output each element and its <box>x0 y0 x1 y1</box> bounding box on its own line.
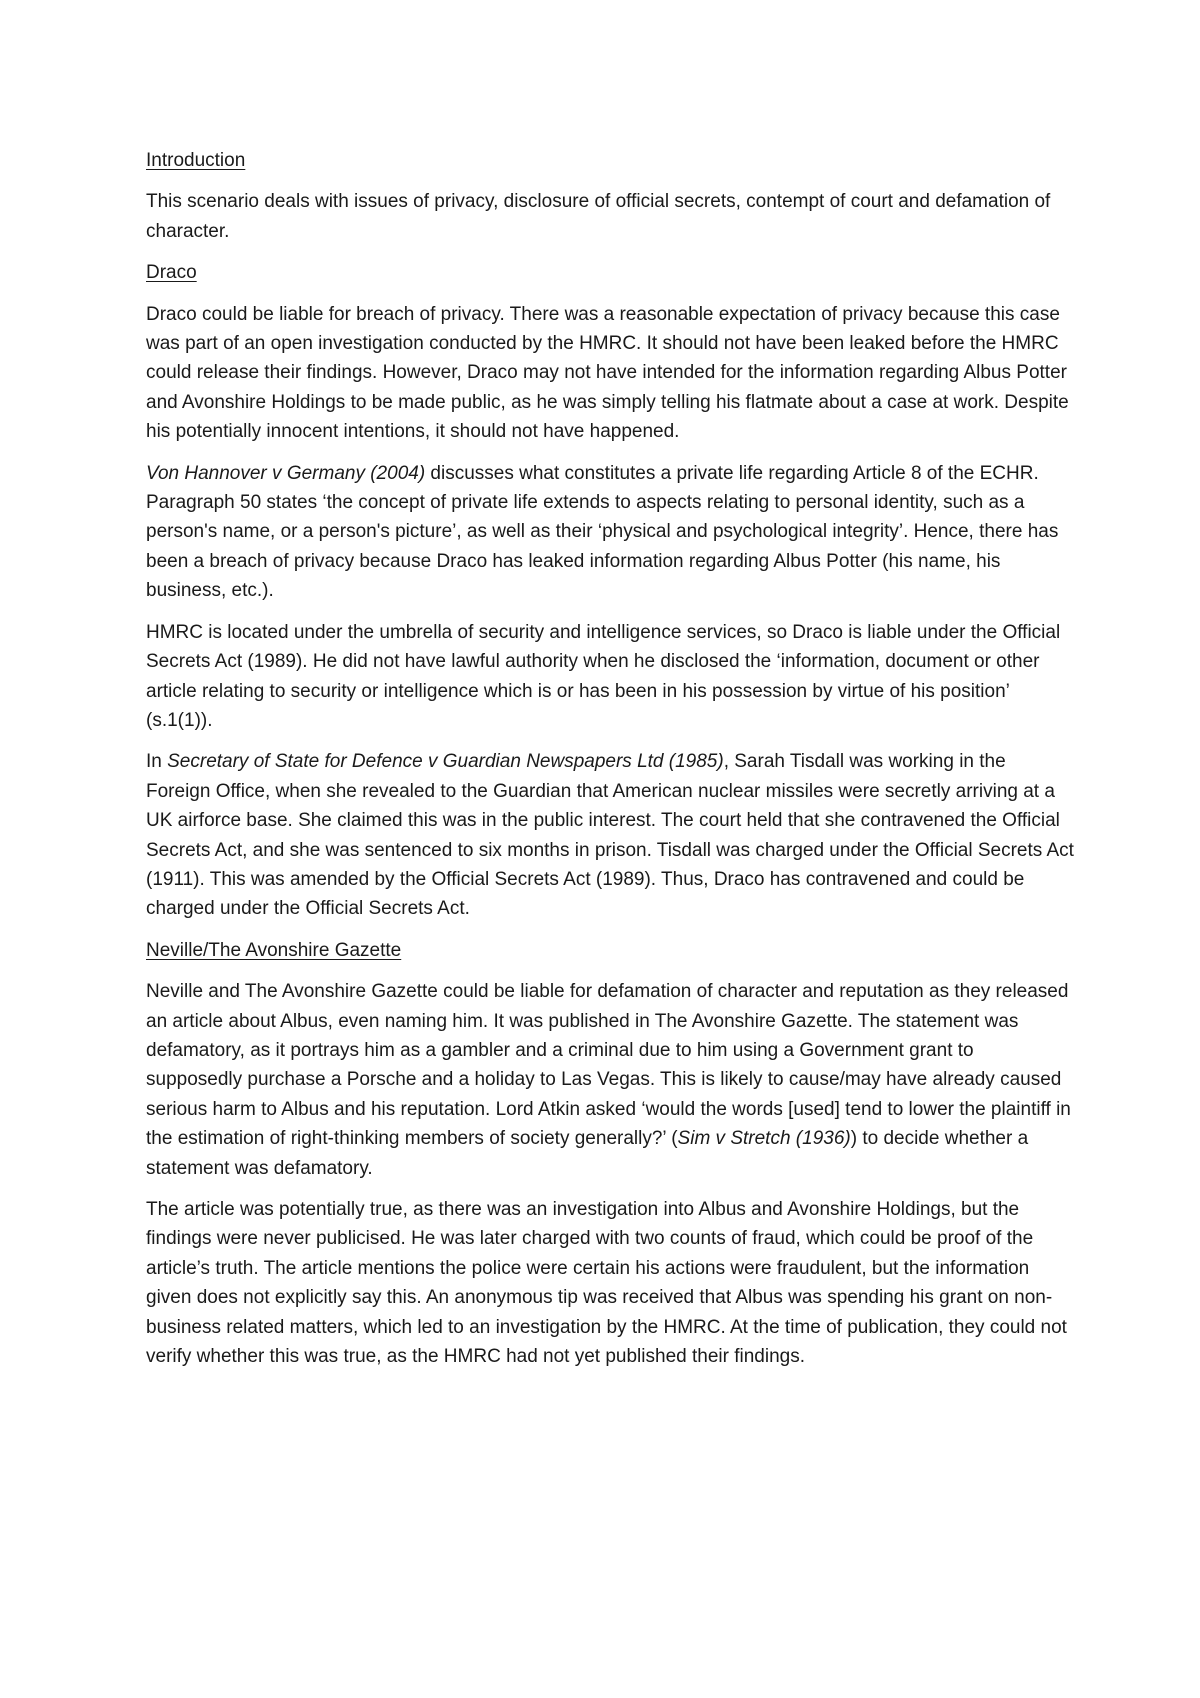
document-body <box>146 146 1074 1383</box>
paragraph-intro: This scenario deals with issues of privacy, disclosure of official secrets, contempt of court and defamation of character. <box>146 191 1051 242</box>
heading-neville: Neville/The Avonshire Gazette <box>146 939 402 961</box>
paragraph-draco-4-lead: In <box>146 751 168 773</box>
paragraph-neville-1 <box>146 977 1074 1183</box>
paragraph-draco-1: Draco could be liable for breach of privacy. There was a reasonable expectation of privacy because this case was part of an open investigation conducted by the HMRC. It should not have been leaked before the HMRC could release their findings. However, Draco may not have intended for the information regarding Albus Potter and Avonshire Holdings to be made public, as he was simply telling his flatmate about a case at work. Despite his potentially innocent intentions, it should not have happened. <box>146 303 1069 443</box>
case-citation-sim-v-stretch: Sim v Stretch (1936) <box>677 1128 851 1150</box>
paragraph-neville-1-text: Neville and The Avonshire Gazette could be liable for defamation of character and reputation as they released an article about Albus, even naming him. It was published in The Avonshire Gazette. The statement was defamatory, as it portrays him as a gambler and a criminal due to him using a Government grant to supposedly purchase a Porsche and a holiday to Las Vegas. This is likely to cause/may have already caused serious harm to Albus and his reputation. Lord Atkin asked ‘would the words [used] tend to lower the plaintiff in the estimation of right-thinking members of society generally?’ ( <box>146 981 1071 1150</box>
paragraph-draco-2-text: discusses what constitutes a private life regarding Article 8 of the ECHR. Paragraph 50 states ‘the concept of private life extends to aspects relating to personal identity, such as a person's name, or a person's picture’, as well as their ‘physical and psychological integrity’. Hence, there has been a breach of privacy because Draco has leaked information regarding Albus Potter (his name, his business, etc.). <box>146 462 1059 602</box>
paragraph-draco-4 <box>146 747 1074 923</box>
heading-draco: Draco <box>146 262 197 284</box>
paragraph-draco-3: HMRC is located under the umbrella of security and intelligence services, so Draco is liable under the Official Secrets Act (1989). He did not have lawful authority when he disclosed the ‘information, document or other article relating to security or intelligence which is or has been in his possession by virtue of his position’ (s.1(1)). <box>146 621 1061 731</box>
paragraph-draco-4-text: , Sarah Tisdall was working in the Foreign Office, when she revealed to the Guardian that American nuclear missiles were secretly arriving at a UK airforce base. She claimed this was in the public interest. The court held that she contravened the Official Secrets Act, and she was sentenced to six months in prison. Tisdall was charged under the Official Secrets Act (1911). This was amended by the Official Secrets Act (1989). Thus, Draco has contravened and could be charged under the Official Secrets Act. <box>146 751 1074 920</box>
paragraph-neville-2: The article was potentially true, as there was an investigation into Albus and Avonshire Holdings, but the findings were never publicised. He was later charged with two counts of fraud, which could be proof of the article’s truth. The article mentions the police were certain his actions were fraudulent, but the information given does not explicitly say this. An anonymous tip was received that Albus was spending his grant on non-business related matters, which led to an investigation by the HMRC. At the time of publication, they could not verify whether this was true, as the HMRC had not yet published their findings. <box>146 1199 1067 1368</box>
heading-introduction: Introduction <box>146 150 246 171</box>
case-citation-von-hannover: Von Hannover v Germany (2004) <box>146 462 426 484</box>
paragraph-neville-1-tail: ) to decide whether a statement was defamatory. <box>146 1128 1029 1179</box>
paragraph-draco-2 <box>146 459 1074 606</box>
case-citation-secretary-of-state: Secretary of State for Defence v Guardian Newspapers Ltd (1985) <box>167 751 724 773</box>
